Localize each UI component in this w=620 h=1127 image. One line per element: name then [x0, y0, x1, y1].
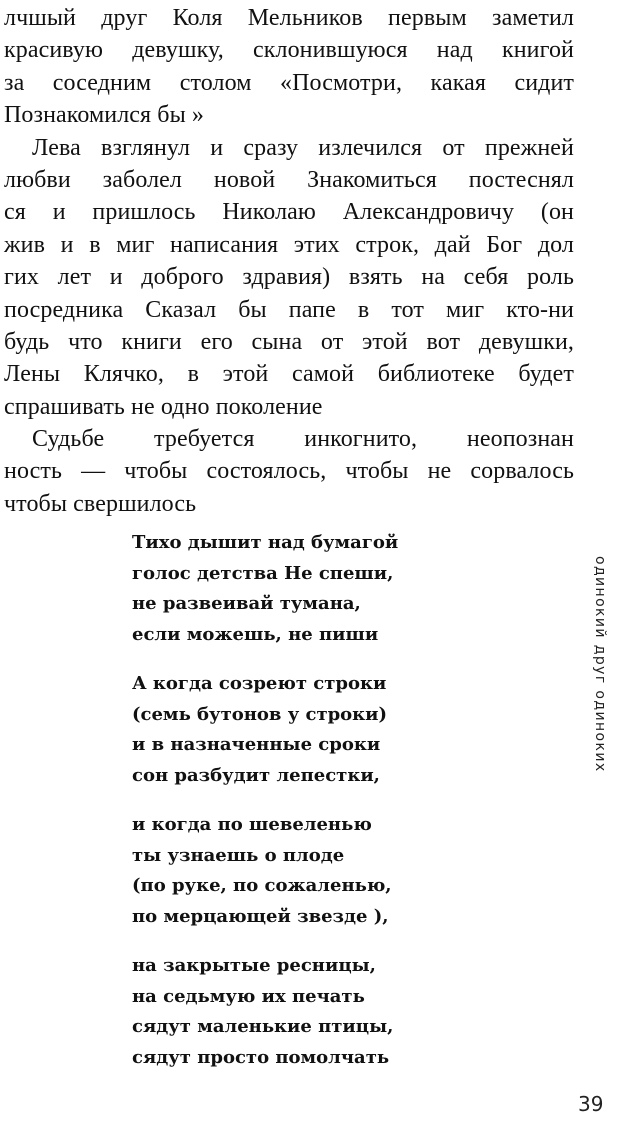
poem-line: не развеивай тумана, [132, 593, 361, 614]
prose-line: любви заболел новой Знакомиться постеснял [4, 166, 574, 193]
poem-line: ты узнаешь о плоде [132, 844, 345, 866]
prose-line: ность — чтобы состоялось, чтобы не сорвалось [4, 458, 574, 485]
poem-line: по мерцающей звезде ), [132, 905, 389, 927]
prose-text [4, 2, 574, 520]
prose-line: гих лет и доброго здравия) взять на себя роль [4, 264, 574, 291]
poem-line: голос детства Не спеши, [132, 562, 394, 584]
prose-line: посредника Сказал бы папе в тот миг кто-ни [4, 296, 574, 323]
poem-line: сядут маленькие птицы, [132, 1016, 394, 1037]
prose-line: Лева взглянул и сразу излечился от прежней [32, 134, 574, 161]
prose-line: за соседним столом «Посмотри, какая сидит [4, 69, 574, 96]
poem-stanza [132, 951, 462, 1073]
poem-line: сон разбудит лепестки, [132, 764, 380, 786]
poem-line: и когда по шевеленью [132, 814, 372, 835]
prose-line: спрашивать не одно поколение [4, 393, 323, 420]
prose-line: будь что книги его сына от этой вот девушки, [4, 328, 574, 355]
poem-line: А когда созреют строки [132, 673, 387, 694]
prose-line: красивую девушку, склонившуюся над книгой [4, 37, 574, 64]
prose-line: Судьбе требуется инкогнито, неопознан [32, 426, 574, 453]
poem-line: если можешь, не пиши [132, 623, 379, 645]
prose-line: Познакомился бы » [4, 102, 205, 129]
poem-line: на седьмую их печать [132, 985, 365, 1007]
prose-line: Лены Клячко, в этой самой библиотеке будет [4, 361, 574, 388]
poem-line: (семь бутонов у строки) [132, 703, 388, 725]
poem-stanza [132, 810, 462, 932]
prose-line: чтобы свершилось [4, 490, 197, 517]
prose-line: лчшый друг Коля Мельников первым заметил [4, 5, 574, 31]
poem-line: (по руке, по сожаленью, [132, 875, 392, 896]
poem-line: и в назначенные сроки [132, 734, 381, 755]
poem-line: на закрытые ресницы, [132, 955, 376, 976]
poem-line: сядут просто помолчать [132, 1046, 390, 1068]
poem-stanza [132, 669, 462, 791]
poem-line: Тихо дышит над бумагой [132, 532, 399, 553]
running-head: одинокий друг одиноких [592, 556, 608, 773]
page-number: 39 [578, 1092, 604, 1116]
prose-line: жив и в миг написания этих строк, дай Бог дол [4, 231, 574, 258]
poem [132, 528, 462, 1092]
prose-line: ся и пришлось Николаю Александровичу (он [4, 199, 574, 226]
poem-stanza [132, 528, 462, 650]
